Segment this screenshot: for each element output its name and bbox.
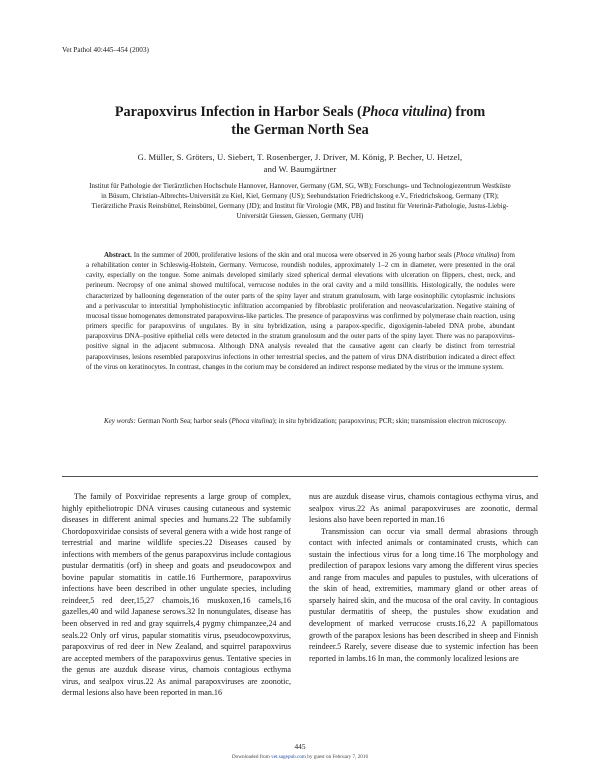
body-paragraph-continued: nus are auzduk disease virus, chamois contagious ecthyma virus, and sealpox virus.22 As animal parapoxviruses are zoonotic, dermal lesions also have been reported in man.16: [309, 492, 538, 525]
abstract: [86, 250, 515, 372]
body-column-left: [62, 491, 291, 699]
authors-line-1: G. Müller, S. Gröters, U. Siebert, T. Rosenberger, J. Driver, M. König, P. Becher, U. Hetzel,: [137, 152, 463, 162]
abstract-text-b: ) from a rehabilitation center in Schleswig-Holstein, Germany. Verrucose, roundish nodules, approximately 1–2 cm in diameter, were presented in the oral cavity, especially on the tongue. Some animals developed similarly sized spherical dermal elevations with ulceration on flippers, chest, neck, and perineum. Necropsy of one animal showed multifocal, verrucose nodules in the oral cavity and a mild tonsillitis. Histologically, the nodules were characterized by ballooning degeneration of the outer parts of the spiny layer and stratum granulosum, with large eosinophilic cytoplasmic inclusions and a perivascular to interstitial lymphohistiocytic infiltration accompanied by fibroblastic proliferation and neovascularization. Negative staining of mucosal tissue homogenates demonstrated parapoxvirus-like particles. The presence of parapoxvirus was confirmed by polymerase chain reaction, using primers specific for parapoxvirus of ungulates. By in situ hybridization, using a parapox-specific, digoxigenin-labeled DNA probe, abundant parapoxvirus DNA–positive epithelial cells were detected in the stratum granulosum and the outer parts of the spiny layer. There was no parapoxvirus-positive signal in the adjacent submucosa. Although DNA analysis revealed that the causative agent can clearly be distinct from terrestrial parapoxviruses, lesions resembled parapoxvirus infections in other terrestrial species, and the pattern of virus DNA distribution indicated a direct effect of the virus on keratinocytes. In contrast, changes in the corium may be considered an indirect response mediated by the virus or the immune system.: [86, 251, 516, 371]
keywords: [86, 416, 515, 426]
abstract-species: Phoca vitulina: [455, 251, 498, 259]
title-part-2: the German North Sea: [231, 122, 369, 138]
keywords-text-a: German North Sea; harbor seals (: [137, 417, 232, 425]
article-title: [60, 103, 540, 139]
abstract-text-a: In the summer of 2000, proliferative lesions of the skin and oral mucosa were observed in 26 young harbor seals (: [133, 251, 456, 259]
affiliations: Institut für Pathologie der Tierärztlichen Hochschule Hannover, Hannover, Germany (GM, SG, WB); Forschungs- und Technologiezentrum Westküste in Büsum, Christian-Albrechts-Universität zu Kiel, Kiel, Germany (US); Seehundstation Friedrichskoog e.V., Friedrichskoog, Germany (TR); Tierärztliche Praxis Reinsbüttel, Reinsbüttel, Germany (JD); and Institut für Virologie (MK, PB) and Institut für Veterinär-Pathologie, Justus-Liebig-Universität Giessen, Giessen, Germany (UH): [89, 182, 511, 221]
page-number: 445: [294, 742, 306, 751]
authors-line-2: and W. Baumgärtner: [263, 164, 337, 174]
keywords-text-b: ); in situ hybridization; parapoxvirus; PCR; skin; transmission electron microscopy.: [272, 417, 507, 425]
keywords-label: Key words:: [104, 417, 136, 425]
abstract-label: Abstract.: [104, 251, 132, 259]
keywords-species: Phoca vitulina: [231, 417, 273, 425]
download-link[interactable]: vet.sagepub.com: [271, 754, 306, 760]
author-list: [60, 151, 540, 175]
body-paragraph: Transmission can occur via small dermal abrasions through contact with infected animals or contaminated crusts, which can sustain the infectious virus for a long time.16 The morphology and predilection of parapox lesions vary among the different virus species and range from macules and papules to pustules, with ulcerations of the skin of head, extremities, mammary gland or other areas of sparsely haired skin, and the mucosa of the oral cavity. In contagious pustular dermatitis of sheep, the pustules show exudation and development of marked verrucose crusts.16,22 A papillomatous growth of the parapox lesions has been described in sheep and Finnish reindeer.5 Rarely, severe disease due to systemic infection has been reported in lambs.16 In man, the commonly localized lesions are: [309, 526, 538, 663]
title-part-1: Parapoxvirus Infection in Harbor Seals (: [114, 104, 362, 120]
body-paragraph: The family of Poxviridae represents a large group of complex, highly epitheliotropic DNA viruses causing cutaneous and systemic diseases in different animal species and humans.22 The subfamily Chordopoxviridae consists of several genera with a wide host range of terrestrial and marine wildlife species.22 Diseases caused by infections with members of the genus parapoxvirus include contagious pustular dermatitis (orf) in sheep and goats and pseudocowpox and bovine papular stomatitis in cattle.16 Furthermore, parapoxvirus infections have been described in other ungulate species, including reindeer,5 red deer,15,27 chamois,16 muskoxen,16 camels,16 gazelles,40 and wild Japanese serows.32 In nonungulates, disease has been observed in red and gray squirrels,4 pygmy chimpanzee,24 and seals.22 Only orf virus, papular stomatitis virus, pseudocowpoxvirus, parapoxvirus of red deer in New Zealand, and squirrel parapoxvirus are accepted members of the parapoxvirus genus. Tentative species in the genus are auzduk disease virus, chamois contagious ecthyma virus, and sealpox virus.22 As animal parapoxviruses are zoonotic, dermal lesions also have been reported in man.16: [62, 492, 291, 698]
download-notice: [0, 754, 600, 760]
journal-reference: Vet Pathol 40:445–454 (2003): [62, 46, 149, 54]
body-column-right: [309, 491, 538, 664]
title-species: Phoca vitulina: [361, 104, 448, 120]
title-part-1-end: ) from: [447, 104, 486, 120]
download-prefix: Downloaded from: [231, 754, 272, 760]
download-suffix: by guest on February 7, 2016: [305, 754, 369, 760]
section-divider: [62, 476, 538, 477]
